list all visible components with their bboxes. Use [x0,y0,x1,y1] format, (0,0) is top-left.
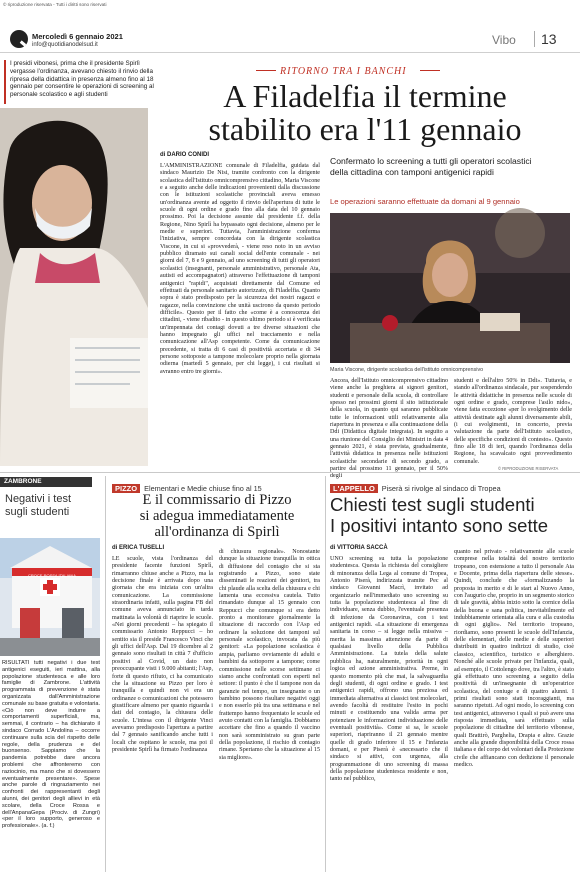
page-number: 13 [534,31,557,47]
issue-date: Mercoledì 6 gennaio 2021 [32,32,123,41]
article2-headline-line1: E il commissario di Pizzo [142,492,292,508]
sidebar-note [4,60,156,104]
zambrone-headline: Negativi i test sugli studenti [5,493,72,518]
article3-tag: L'APPELLO [330,484,378,493]
article1-byline: di DARIO CONIDI [160,152,209,158]
zambrone-body: RISULTATI tutti negativi i due test antigenici eseguiti, ieri mattina, alla popolazione studentesca e alle loro famiglie di Zambrone. L'attività programmata di prevenzione è stata organizzata dall'Amministrazione comunale su base gratuita e volontaria. «Ciò non deve indurre a comportamenti superficiali, ma, semmai, il contrario – ha dichiarato il sindaco Corrado L'Andolina – occorre continuare sulla scia del rispetto delle regole, della prudenza e del buonsenso. Sappiamo che la pandemia potrebbe dare ancora problemi che affronteremo con raziocinio, ma mano che si dovessero eventualmente presentare». Spese anche parole di ringraziamento nei confronti dei rappresentanti degli alunni, dei genitori degli allievi in età scolare, della Croce Rossa e dell'AnpanaGepa (Prociv. di Zungri) «per il loro supporto, generoso e professionale». (a. f.) [2,660,100,830]
photo-red-cross-tent-drawing [0,538,100,656]
zambrone-tag: ZAMBRONE [0,477,92,487]
article2-tag: PIZZO [112,484,140,493]
article1-subhead-line2: della cittadina con tamponi antigenici rapidi [330,166,494,177]
article1-headline-line2: stabilito era l'11 gennaio [208,111,522,147]
sidebar-note-text: I presidi vibonesi, prima che il presidente Spirlì vergasse l'ordinanza, avevano chiesto il rinvio della ripresa della didattica in presenza almeno fino al 18 gennaio per consentire le operazioni di screening al personale scolastico e agli studenti [10,60,154,99]
article2-headline-line3: all'ordinanza di Spirlì [154,524,280,540]
vertical-divider-right [325,476,326,872]
photo-student-mask-drawing [0,108,148,466]
article1-subhead-line1: Confermato lo screening a tutti gli operatori scolastici [330,156,532,166]
copyright-credit: © RIPRODUZIONE RISERVATA [498,466,559,471]
article3-headline-line2: I positivi intanto sono sette [330,515,549,536]
photo-student-mask [0,108,148,466]
kicker-rule-left [256,70,276,71]
article3-column-2: quanto nel privato - relativamente alle scuole comprese nella totalità del nostro territorio tropeano, con estensione a tutto il personale Ata e Docente, prima della riapertura delle stesse». Quindi, conclude che «formalizzando la proposta in merito e di le start al Nuovo Anno, con l'augurio che, proprio in un segmento storico di tale gravità, abbia inizio sotto la cornice della della buona e sana politica, inevitabilmente ed indubbiamente orientata alla cura e alla custodia di ogni giglio». Nel territorio tropeano, riordiamo, sono presenti le scuole dell'Infanzia, delle elementari, delle medie e delle superiori distribuiti in quattro indirizzi di studio, cioè classico, scientifico, turistico e alberghiero. Nonché alle scuole private per l'infanzia, quali, ad esempio, il Cottolengo dove, tra l'altro, è stato già effettuato uno screening a seguito della positività di un'insegnante di un'operatrice scolastica, del coniuge e di quattro alunni. I primi risultati sono stati incoraggianti, ma saranno ripetuti. Ad ogni modo, lo screening con test antigenici, attraverso i quali si può avere una risposta immediata, sarà effettuato sulla popolazione di cittadine del territorio vibonese, quali Brattirò, Parghelia, Drapia e altre. Grazie anche alla grande disponibilità della Croce rossa italiana e del corpo dei volontari della Protezione civile che affiancano con dedizione il personale medico. [454,549,574,768]
contact-email: info@quotidianodelsud.it [32,42,98,48]
article3-byline: di VITTORIA SACCÀ [330,545,388,551]
article1-subhead [330,156,570,177]
article1-column-2: Ancora, dell'Istituto omnicomprensivo cittadino viene anche la preghiera ai signori genitori, studenti e personale della scuola, di controllare spesso nei prossimi giorni il sito istituzionale della scuola, in quanto qui saranno pubblicate tutte le informazioni utili relativamente alla riapertura in presenza e alla continuazione della Ddi (Didattica digitale integrata). In seguito a una riunione del Consiglio dei Ministri in data 4 gennaio 2021, è stata prevista, gradualmente, l'attività didattica in presenza nelle istituzioni scolastiche secondarie di secondo grado, a partire dal prossimo 11 gennaio, per il 50% degli [330,378,448,480]
section-name: Vibo [492,33,516,47]
article1-headline [160,80,570,146]
tent-sign: CROCE ROSSA ITALIANA [28,573,76,578]
horizontal-divider [0,472,580,473]
photo-caption: Maria Viscone, dirigente scolastica dell'istituto omnicomprensivo [330,367,484,373]
article2-tagline: Elementari e Medie chiuse fino al 15 [144,484,262,493]
rights-notice: © riproduzione riservata - Tutti i diritti sono riservati [3,2,107,7]
article2-headline-line2: si adegua immediatamente [139,508,295,524]
article3-headline [330,494,575,536]
article2-headline [112,492,322,540]
newspaper-logo-icon [10,30,28,48]
article2-column-1: LE scuole, vista l'ordinanza del presidente facente funzioni Spirlì, rimarranno chiuse anche a Pizzo, ma la decisione finale è arrivata dopo una giornata che era iniziata con un'altra comunicazione. La commissione straordinaria infatti, sulla pagina FB del comune aveva annunciato in tarda mattinata la volontà di riaprire le scuole. «Nei giorni precedenti – ha spiegato il commissario Antonio Reppucci – ho sentito sia il preside Francesco Vinci che gli uffici dell'Asp. Dal 19 dicembre al 2 gennaio sono risultati in città 7 d'ufficio positivi al Covid, un dato non preoccupante visti i 9.000 abitanti; l'Asp, forte di questo rifiuto, ci ha comunicato che la situazione su Pizzo per loro è tranquilla e quindi non vi era un ordinanze o comunicazioni che potessero giustificare almeno per quanto riguarda i dati del contagio, la chiusura delle scuole. L'intesa con il dirigente Vinci avevamo predisposto l'apertura a partire dal 7 gennaio sanificando anche tutti i locali che ospitano le scuole, ma poi il presidente Spirlì ha firmato l'ordinanza [112,556,213,753]
photo-maria-viscone [330,213,570,363]
article1-column-3: studenti e dell'altro 50% in Ddi». Tuttavia, e stando all'ordinanza sindacale, pur sospendendo le attività didattiche in presenza nelle scuole di ogni ordine e grado, comprese l'asilo nido», viene fatta eccezione «per lo svolgimento delle attività destinate agli alunni diversamente abili, (i cui svolgimenti, in concerto, previa valutazione da parte dell'Istituto scolastico, delle specifiche condizioni di contesto». Questo fino alle 18 di ieri, quando l'ordinanza della Regione, ha scavalcato ogni provvedimento comunale. [454,378,572,465]
article2-column-2: di chiusura regionale». Nonostante dunque la situazione tranquilla in ottica di diffusione del contagio che si sta registrando a Pizzo, sono state disseminati le reazioni dei genitori, tra chi plaude alla scelta della chiusura e chi lamenta una eccessiva cautela. Tutto rimandato dunque al 15 gennaio con Reppucci che comunque si era detto pronto a monitorare giornalmente la situazione di raccordo con l'Asp ed ordinare la soluzione dei tamponi sul personale scolastico, invocata da più genitori: «La popolazione scolastica è ampia, parliamo ovviamente di adulti e bambini da sottoporre a tampone; come commissione nelle scorse settimane ci siamo anche confrontati con esperti nel settore: il punto è che il tampone non da garanzie nel tempo, un insegnante o un bambino possono risultare negativi oggi e non esserlo più tra una settimana e nel frattempo hanno frequentato le scuole ed avuto contatti con la famiglia. Dobbiamo accettare che fino a quando il vaccino non sarà somministrato su gran parte della popolazione, il rischio di contagio rimane. Speriamo che la situazione al 15 sia migliore». [219,549,320,761]
vertical-divider-left [105,476,106,872]
article1-kicker: RITORNO TRA I BANCHI [280,66,407,77]
article2-byline: di ERICA TUSELLI [112,545,165,551]
article3-tagline: Piserà si rivolge al sindaco di Tropea [381,484,501,493]
article1-column-1: L'AMMINISTRAZIONE comunale di Filadelfia, guidata dal sindaco Maurizio De Nisi, tramite confronto con la dirigente scolastica dell'Istituto omnicomprensivo cittadino, Maria Viscone e a seguito anche delle indicazioni provenienti dalla discussione con le istituzioni scolastiche provinciali aveva emesso un'ordinanza avente ad oggetto il rinvio dell'apertura di tutte le scuole di ogni ordine e grado fino alla data del 10 gennaio prossimo. Poi la decisione assunte dal presidente f.f. della Regione, Nino Spirlì ha bypassato ogni decisione, almeno per le medie e superiori. Tuttavia, l'amministrazione conferma l'iniziativa, sempre concordata con la dirigente scolastica Viscone, in cui si «provvederà, - viene reso noto in un avviso pubblico diramato sui canali social dell'ente comunale - nei giorni del 7, 8 e 9 gennaio, ad uno screening di tutti gli operatori scolastici (insegnanti, personale amministrativo, personale Ata, autisti ed accompagnatori) attraverso l'effettuazione di tamponi antigenici "rapidi", acquistati direttamente dal Comune ed effettuati da personale sanitario autorizzato, di Filadelfia. Quanto sopra è stato predisposto per la sicurezza dei nostri ragazzi e ragazze, nella convinzione che unità uscirono da questo periodo difficile». Questo per il fatto che «come è a conoscenza dei cittadini, - viene ribadito - in questo ultimo periodo si è verificata un'impennata dei contagi dovuti a tre diverse situazioni che hanno impegnato gli uffici nel tracciamento e nella comunicazione all'Asp competente. Come da comunicazione precedente, si tratta di 6 casi di positività accertata e di 34 persone sottoposte a tampone molecolare proprio nella giornata odierna (martedì 5 gennaio, per chi legge), i cui risultati si avranno entro tre giorni». [160,163,320,375]
article3-headline-line1: Chiesti test sugli studenti [330,494,535,515]
photo-red-cross-tent [0,538,100,656]
article1-subhead-note: Le operazioni saranno effettuate da domani al 9 gennaio [330,197,520,206]
kicker-rule-right [420,70,440,71]
photo-maria-viscone-drawing [330,213,570,363]
article1-headline-line1: A Filadelfia il termine [223,78,507,114]
article3-column-1: UNO screening su tutta la popolazione studentesca. Questa la richiesta del consigliere di minoranza della Lega al comune di Tropea, Antonio Piserà, indirizzata tramite Pec al sindaco Giovanni Macrì, invitato ad organizzarlo nell'immediato uno screening su tutta la popolazione studentesca al fine di individuare, senza dubbio, l'eventuale presenza di infezione da Coronavirus, con i test antigenici rapidi. «La situazione di emergenza sanitaria in corso – si legge nella missiva – merita la massima attenzione da parte di qualsiasi livello della Pubblica Amministrazione. La tutela della salute pubblica ha, naturalmente, priorità in ogni logica ed azione amministrativa. Preme, in questo momento più che mai, la salvaguardia degli studenti, di ogni ordine e grado. I test antigenici rapidi, offrono una preziosa ed immediata alternativa ai classici test molecolari, avendo facoltà di restituire l'esito in pochi minuti e costituendo una valida arma per potenziare le informazioni individuazione delle eventuali positività». Come si sa, le scuole superiori, riapriranno il 21 gennaio mentre quelle di grado inferiore il 15 e l'infanzia domani, e per Piserà è «necessario che il sindaco si attivi, con urgenza, alla programmazione di uno screening di massa della popolazione studentesca residente e non, tanto nel pubblico, [330,556,448,783]
